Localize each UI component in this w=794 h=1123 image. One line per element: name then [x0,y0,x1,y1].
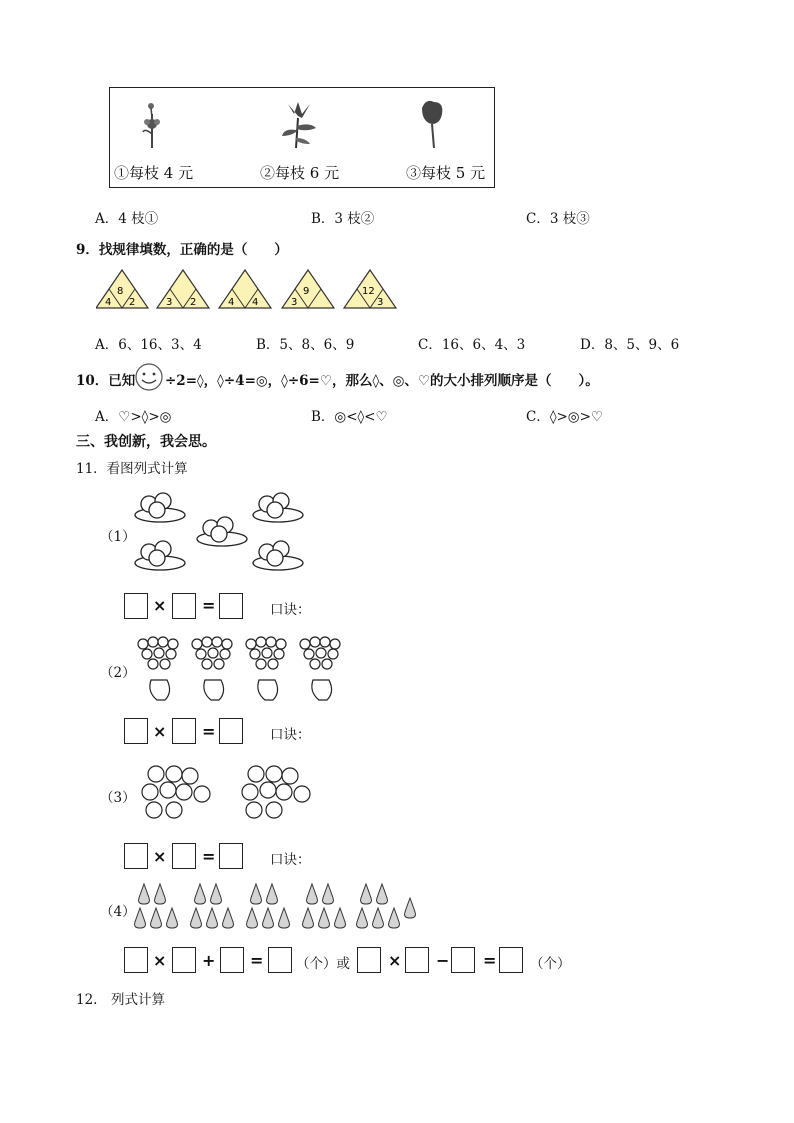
flower-price-box [109,87,495,188]
q9-option-c[interactable]: C．16、6、4、3 [418,337,526,353]
triangle-3-left: 4 [228,297,235,308]
part-3-koujue: 口诀： [270,852,311,868]
answer-box[interactable] [405,947,429,973]
part-2-label: （2） [100,665,136,681]
triangle-2-left: 3 [166,297,173,308]
times-sign: × [153,722,167,741]
answer-box[interactable] [451,947,475,973]
equals-sign: = [202,722,216,741]
answer-box[interactable] [219,593,243,619]
flower-3-icon [416,98,448,150]
unit-ge-or: （个）或 [296,956,350,972]
answer-box[interactable] [124,843,148,869]
part-1-label: （1） [100,529,136,545]
triangle-2 [157,270,209,308]
part-4-label: （4） [100,904,136,920]
apple-groups-icon [140,764,315,826]
triangle-5-top: 12 [362,286,375,297]
flower-vases-icon [135,636,350,702]
triangle-3 [219,270,271,308]
q9-option-d[interactable]: D．8、5、9、6 [580,337,680,353]
flower-2-icon [278,98,320,150]
times-sign: × [153,951,167,970]
times-sign: × [388,951,402,970]
triangle-2-right: 2 [190,297,197,308]
triangle-4 [282,270,334,308]
triangle-3-right: 4 [252,297,259,308]
q10-option-c[interactable]: C．◊>◎>♡ [526,409,604,425]
smiley-face-icon [134,362,164,392]
times-sign: × [153,847,167,866]
triangle-1-right: 2 [129,297,136,308]
q11-title: 11．看图列式计算 [76,461,188,477]
q9-option-a[interactable]: A．6、16、3、4 [95,337,202,353]
answer-box[interactable] [124,718,148,744]
flower-2-price: ②每枝 6 元 [260,164,340,182]
part-3-label: （3） [100,790,136,806]
q9-triangle-sequence [96,268,406,312]
answer-box[interactable] [268,947,292,973]
answer-box[interactable] [220,947,244,973]
q8-option-b[interactable]: B．3 枝② [311,211,375,227]
equals-sign: = [202,847,216,866]
q12-title: 12. 列式计算 [76,992,165,1008]
unit-ge: （个） [530,956,571,972]
q10-option-a[interactable]: A．♡>◊>◎ [95,409,172,425]
flower-1-price: ①每枝 4 元 [114,164,194,182]
answer-box[interactable] [357,947,381,973]
equals-sign: = [202,596,216,615]
minus-sign: − [436,951,450,970]
answer-box[interactable] [172,593,196,619]
answer-box[interactable] [219,843,243,869]
flower-3-price: ③每枝 5 元 [406,164,486,182]
flower-1-icon [137,98,169,150]
answer-box[interactable] [172,718,196,744]
triangle-1 [96,270,148,308]
peach-plates-icon [133,488,308,578]
triangle-1-left: 4 [105,297,112,308]
answer-box[interactable] [219,718,243,744]
triangle-4-top: 9 [303,286,310,297]
equals-sign: = [250,951,264,970]
answer-box[interactable] [172,843,196,869]
answer-box[interactable] [124,593,148,619]
q9-option-b[interactable]: B．5、8、6、9 [256,337,355,353]
answer-box[interactable] [499,947,523,973]
pear-groups-icon [134,882,424,932]
answer-box[interactable] [124,947,148,973]
times-sign: × [153,596,167,615]
answer-box[interactable] [172,947,196,973]
plus-sign: + [202,951,216,970]
triangle-5 [344,270,396,308]
triangle-4-left: 3 [291,297,298,308]
equals-sign: = [483,951,497,970]
q10-prefix: 10．已知 [76,373,136,389]
q10-question: ÷2=◊，◊÷4=◎，◊÷6=♡，那么◊、◎、♡的大小排列顺序是（ ）。 [165,373,599,389]
q10-option-b[interactable]: B．◎<◊<♡ [311,409,388,425]
section-3-title: 三、我创新，我会思。 [76,434,216,450]
q8-option-c[interactable]: C．3 枝③ [526,211,590,227]
part-1-koujue: 口诀： [270,602,311,618]
q9-title: 9．找规律填数，正确的是（ ） [76,242,288,258]
part-2-koujue: 口诀： [270,727,311,743]
q8-option-a[interactable]: A．4 枝① [95,211,159,227]
triangle-5-right: 3 [377,297,384,308]
triangle-1-top: 8 [117,286,124,297]
